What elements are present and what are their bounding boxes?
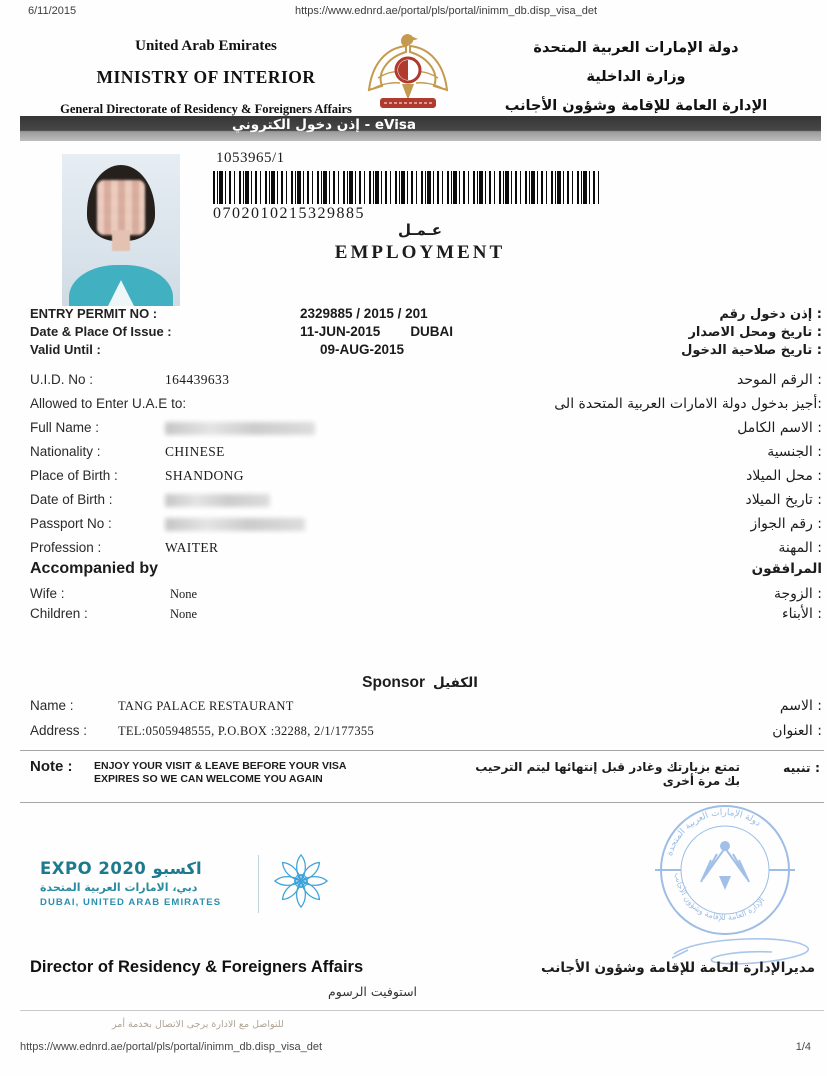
field-row-passport bbox=[30, 516, 822, 540]
field-row-children bbox=[30, 606, 822, 626]
children-label-ar: الأبناء : bbox=[781, 606, 822, 622]
valid-until-value: 09-AUG-2015 bbox=[320, 342, 405, 357]
sponsor-name-label-ar: الاسم : bbox=[779, 698, 822, 714]
birth-date-value bbox=[165, 492, 492, 508]
visa-type-arabic: عـمـل bbox=[398, 221, 442, 239]
svg-text:الإدارة العامة للإقامة وشؤون ا: الإدارة العامة للإقامة وشؤون الأجانب bbox=[672, 872, 767, 923]
sponsor-heading bbox=[20, 674, 820, 692]
barcode-number: 0702010215329885 bbox=[213, 205, 365, 222]
birth-place-label: Place of Birth : bbox=[30, 468, 118, 483]
uid-value: 164439633 bbox=[165, 372, 230, 387]
note-text-ar: تمتع بزيارتك وغادر قبل إنتهائها ليتم الترحيب بك مرة أخرى bbox=[475, 760, 740, 788]
print-source-url: https://www.ednrd.ae/portal/pls/portal/inimm_db.disp_visa_det bbox=[295, 5, 598, 17]
contact-note-ar: للتواصل مع الادارة يرجى الاتصال بخدمة أمر bbox=[112, 1019, 284, 1030]
allowed-label-ar: أجيز بدخول دولة الامارات العربية المتحدة الى: bbox=[554, 396, 822, 412]
sponsor-name-label: Name : bbox=[30, 698, 74, 713]
entry-permit-label-ar: إذن دخول رقم : bbox=[719, 307, 822, 322]
valid-until-label: Valid Until : bbox=[30, 342, 101, 357]
birth-date-label: Date of Birth : bbox=[30, 492, 113, 507]
sponsor-fields bbox=[30, 698, 822, 748]
full-name-value bbox=[165, 420, 492, 436]
note-text-en bbox=[94, 758, 474, 786]
allowed-label: Allowed to Enter U.A.E to: bbox=[30, 396, 187, 411]
nationality-value: CHINESE bbox=[165, 444, 225, 459]
note-text-line1: ENJOY YOUR VISIT & LEAVE BEFORE YOUR VISA bbox=[94, 760, 347, 772]
letterhead-arabic bbox=[468, 34, 804, 121]
permit-summary-fields bbox=[30, 306, 822, 360]
sponsor-heading-ar: الكفيل bbox=[433, 675, 478, 691]
print-date: 6/11/2015 bbox=[28, 5, 77, 17]
footer-divider bbox=[20, 1010, 824, 1011]
redacted-passport bbox=[165, 518, 305, 531]
profession-label-ar: المهنة : bbox=[778, 540, 822, 556]
accompanied-heading-ar: المرافقون bbox=[751, 561, 822, 577]
issue-label: Date & Place Of Issue : bbox=[30, 324, 172, 339]
wife-value: None bbox=[170, 587, 198, 601]
sponsor-address-label: Address : bbox=[30, 723, 88, 738]
note-label-ar: تنبيه : bbox=[783, 760, 820, 775]
children-label: Children : bbox=[30, 606, 88, 621]
applicant-detail-fields bbox=[30, 372, 822, 564]
field-row-birth-date bbox=[30, 492, 822, 516]
issue-place: DUBAI bbox=[410, 324, 454, 339]
issue-date: 11-JUN-2015 bbox=[300, 324, 381, 339]
profession-label: Profession : bbox=[30, 540, 102, 555]
full-name-label: Full Name : bbox=[30, 420, 100, 435]
entry-permit-label: ENTRY PERMIT NO : bbox=[30, 306, 158, 321]
nationality-label: Nationality : bbox=[30, 444, 101, 459]
evisa-title-bar bbox=[20, 116, 821, 141]
valid-until-label-ar: تاريخ صلاحية الدخول : bbox=[681, 343, 822, 358]
passport-label: Passport No : bbox=[30, 516, 112, 531]
country-name-ar: دولة الإمارات العربية المتحدة bbox=[533, 40, 739, 56]
field-row-uid bbox=[30, 372, 822, 396]
redacted-birth-date bbox=[165, 494, 270, 507]
sponsor-heading-en: Sponsor bbox=[362, 674, 426, 691]
birth-place-value: SHANDONG bbox=[165, 468, 244, 483]
redacted-full-name bbox=[165, 422, 315, 435]
field-row-sponsor-name bbox=[30, 698, 822, 723]
expo-title: EXPO 2020 اكسبو bbox=[40, 859, 202, 878]
note-section bbox=[30, 758, 820, 788]
issue-label-ar: تاريخ ومحل الاصدار : bbox=[688, 325, 822, 340]
field-row-birth-place bbox=[30, 468, 822, 492]
director-title-en: Director of Residency & Foreigners Affairs bbox=[30, 958, 364, 976]
entry-permit-value: 2329885 / 2015 / 201 bbox=[300, 306, 428, 321]
field-row-issue bbox=[30, 324, 822, 342]
director-title-ar: مديرالإدارة العامة للإقامة وشؤون الأجانب bbox=[541, 960, 815, 976]
expo-logo-text bbox=[40, 859, 245, 908]
wife-label: Wife : bbox=[30, 586, 65, 601]
visa-file-number: 1053965/1 bbox=[216, 150, 285, 166]
country-name: United Arab Emirates bbox=[135, 38, 277, 54]
uid-label: U.I.D. No : bbox=[30, 372, 94, 387]
uae-falcon-emblem-icon bbox=[362, 30, 454, 121]
birth-place-label-ar: محل الميلاد : bbox=[746, 468, 822, 484]
fees-collected-ar: استوفيت الرسوم bbox=[328, 984, 418, 999]
field-row-entry-permit bbox=[30, 306, 822, 324]
accompanied-fields bbox=[30, 586, 822, 626]
sponsor-address-value: TEL:0505948555, P.O.BOX :32288, 2/1/177355 bbox=[118, 724, 375, 738]
field-row-full-name bbox=[30, 420, 822, 444]
barcode bbox=[213, 171, 601, 204]
letterhead-english bbox=[22, 38, 390, 117]
field-row-nationality bbox=[30, 444, 822, 468]
sponsor-address-label-ar: العنوان : bbox=[772, 723, 822, 739]
footer-url: https://www.ednrd.ae/portal/pls/portal/inimm_db.disp_visa_det bbox=[20, 1041, 323, 1053]
expo-subtitle-ar: دبي، الامارات العربية المتحدة bbox=[40, 881, 198, 894]
field-row-valid-until bbox=[30, 342, 822, 360]
directorate-name: General Directorate of Residency & Foreigners Affairs bbox=[60, 102, 352, 116]
page-number: 1/4 bbox=[795, 1041, 811, 1053]
accompanied-heading bbox=[30, 560, 822, 578]
ministry-name-ar: وزارة الداخلية bbox=[586, 69, 686, 85]
expo-divider bbox=[258, 855, 259, 913]
issue-value bbox=[300, 324, 587, 339]
sponsor-name-value: TANG PALACE RESTAURANT bbox=[118, 699, 294, 713]
passport-value bbox=[165, 516, 492, 532]
uid-label-ar: الرقم الموحد : bbox=[737, 372, 822, 388]
evisa-title: إذن دخول الكتروني - eVisa bbox=[232, 117, 417, 133]
svg-text:دولة الإمارات العربية المتحدة: دولة الإمارات العربية المتحدة bbox=[664, 808, 763, 858]
visa-type-english: EMPLOYMENT bbox=[334, 242, 506, 263]
accompanied-heading-en: Accompanied by bbox=[30, 560, 159, 577]
birth-date-label-ar: تاريخ الميلاد : bbox=[745, 492, 822, 508]
ministry-name: MINISTRY OF INTERIOR bbox=[96, 67, 316, 87]
expo-2020-logo bbox=[40, 852, 330, 915]
profession-value: WAITER bbox=[165, 540, 219, 555]
directorate-name-ar: الإدارة العامة للإقامة وشؤون الأجانب bbox=[504, 98, 768, 114]
children-value: None bbox=[170, 607, 198, 621]
note-text-line2: EXPIRES SO WE CAN WELCOME YOU AGAIN bbox=[94, 773, 323, 785]
visa-type bbox=[20, 221, 820, 264]
field-row-wife bbox=[30, 586, 822, 606]
wife-label-ar: الزوجة : bbox=[774, 586, 822, 602]
field-row-allowed bbox=[30, 396, 822, 420]
note-label: Note : bbox=[30, 758, 73, 775]
passport-label-ar: رقم الجواز : bbox=[750, 516, 822, 532]
full-name-label-ar: الاسم الكامل : bbox=[737, 420, 822, 436]
expo-subtitle-en: DUBAI, UNITED ARAB EMIRATES bbox=[40, 897, 222, 908]
field-row-sponsor-address bbox=[30, 723, 822, 748]
note-divider-top bbox=[20, 750, 824, 751]
nationality-label-ar: الجنسية : bbox=[767, 444, 822, 460]
expo-rosette-icon bbox=[272, 852, 330, 915]
